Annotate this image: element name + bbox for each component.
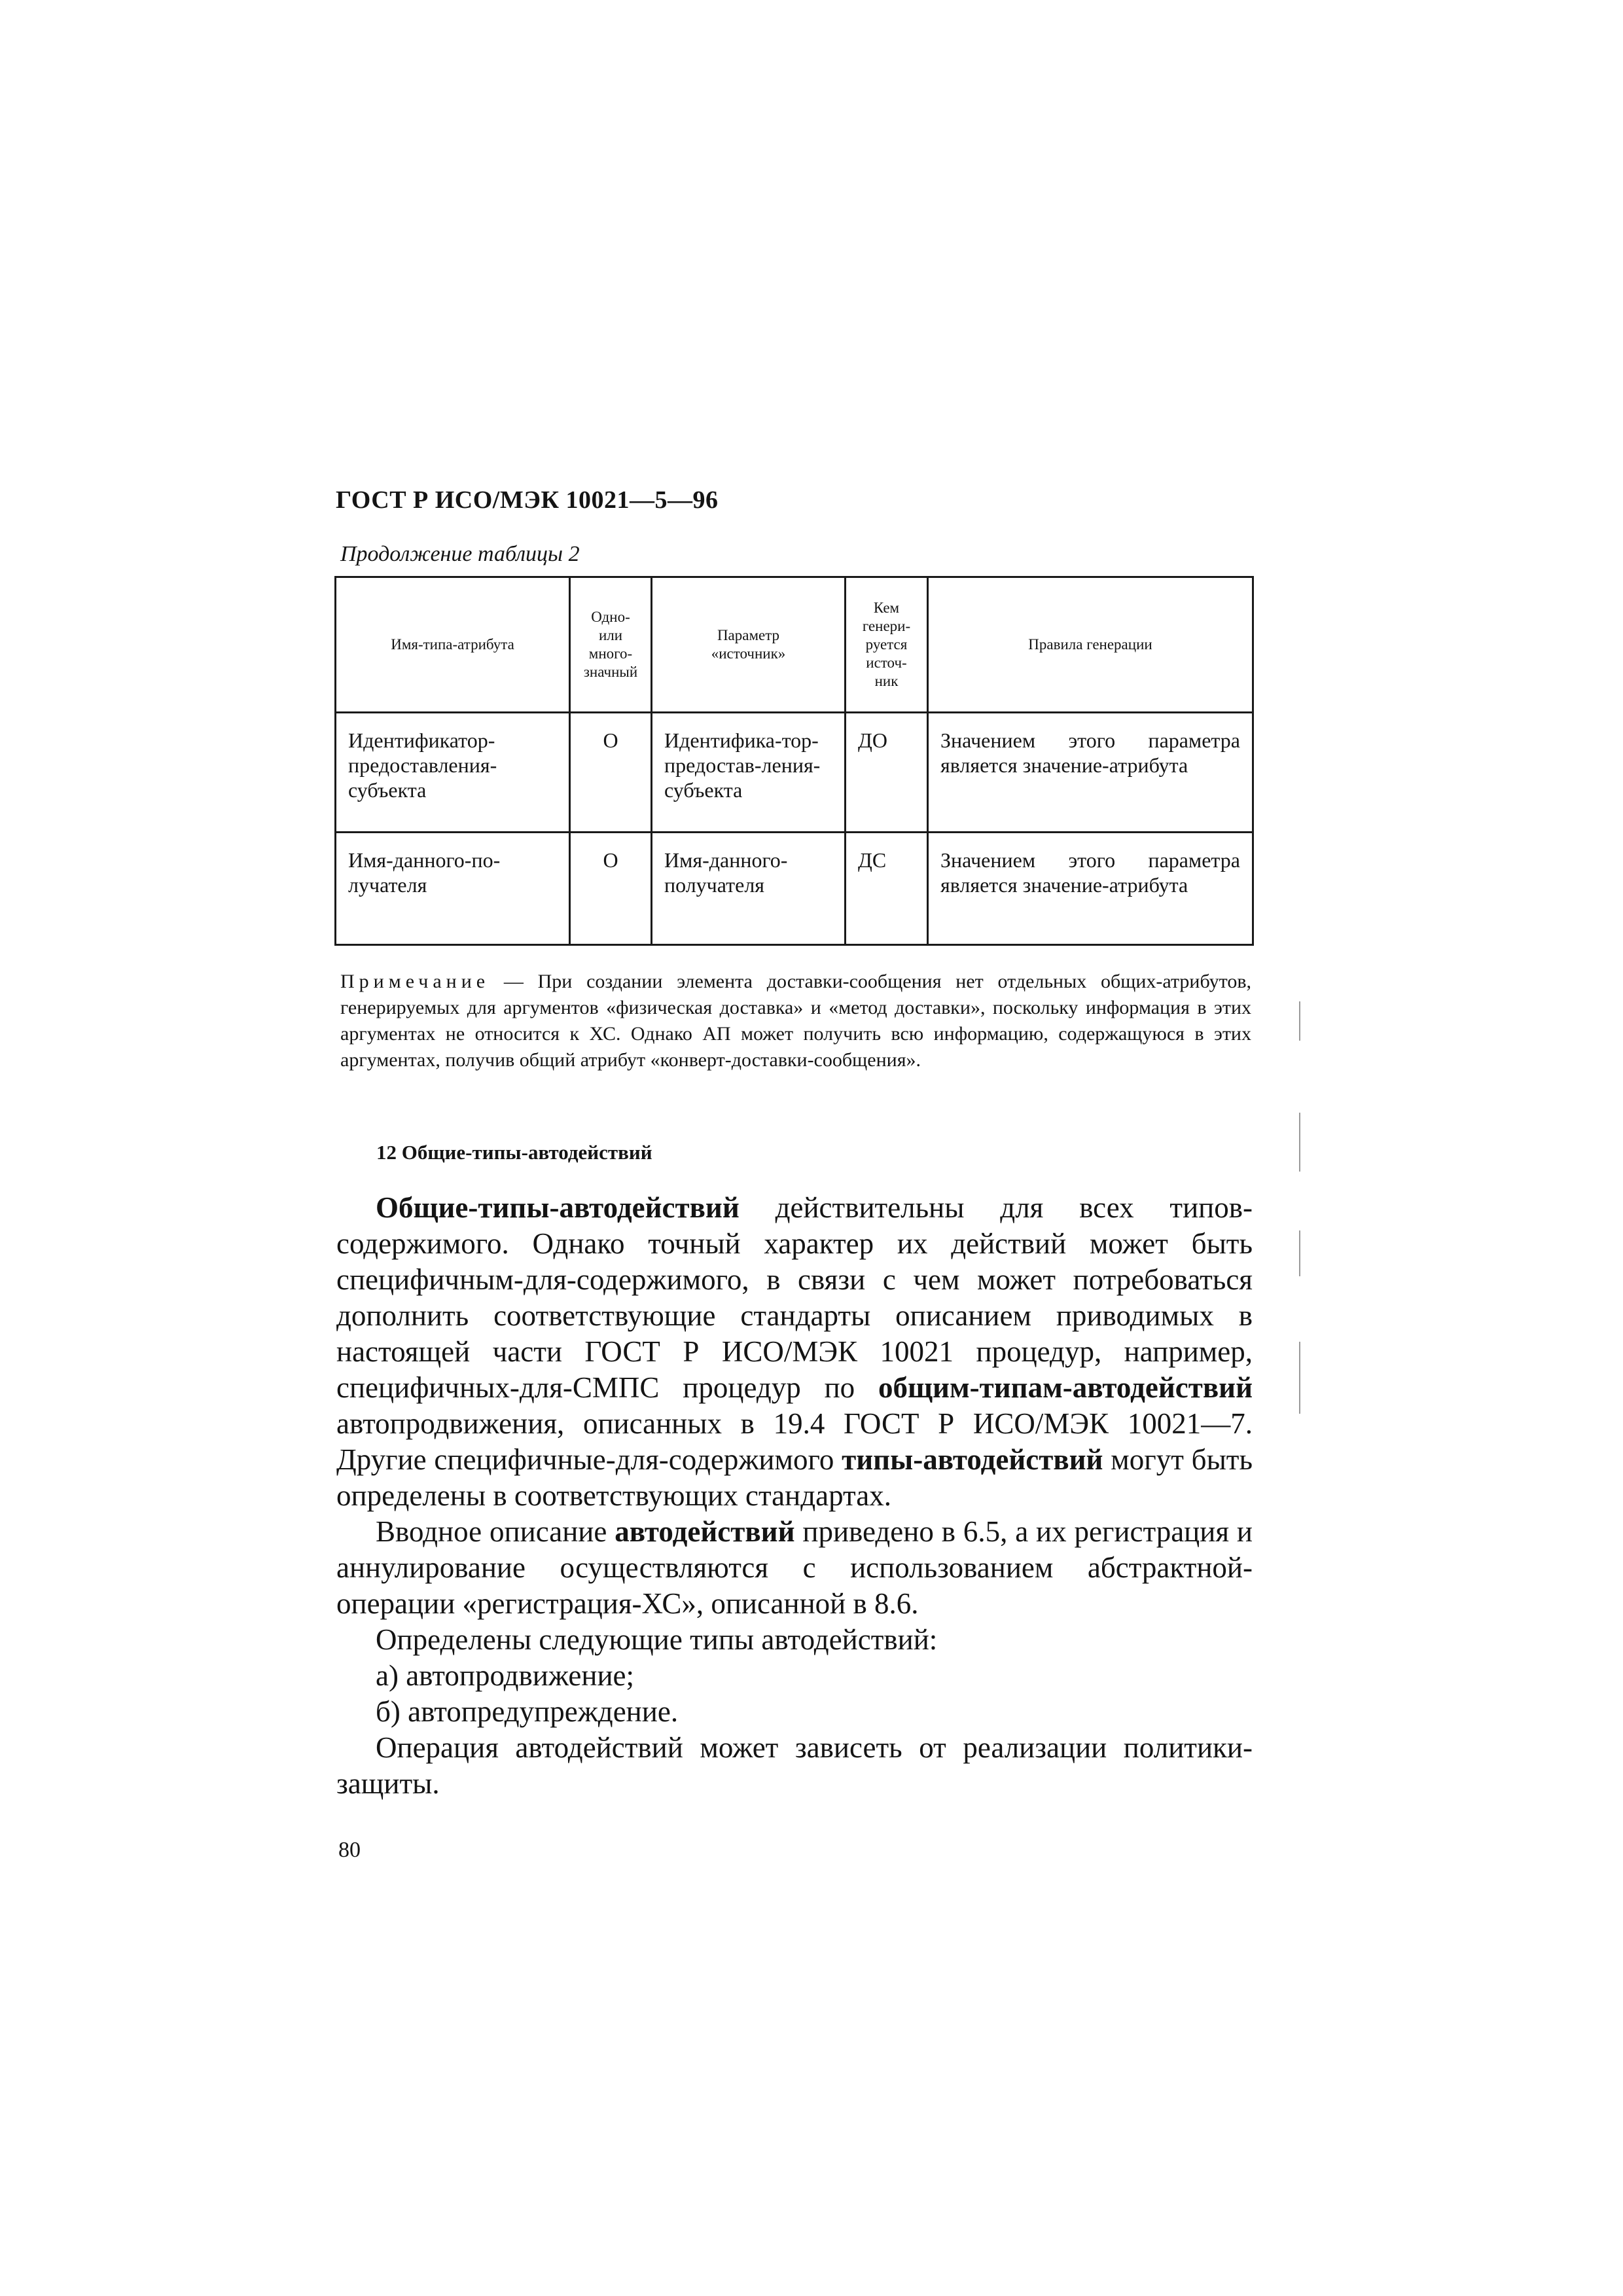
body-text	[336, 1190, 1253, 1802]
table-header-row	[336, 577, 1253, 713]
col-header-single-multi-valued: Одно- или много- значный	[570, 577, 652, 713]
cell-valued: О	[570, 713, 652, 833]
document-id: ГОСТ Р ИСО/МЭК 10021—5—96	[336, 486, 719, 514]
cell-generation-rule: Значением этого параметра является значение-атрибута	[928, 713, 1253, 833]
table-row	[336, 833, 1253, 945]
list-item: а) автопродвижение;	[376, 1659, 635, 1692]
table-caption: Продолжение таблицы 2	[340, 542, 580, 566]
paragraph: Вводное описание автодействий приведено в 6.5, а их регистрация и аннулирование осуществляются с использованием абстрактной-операции «регистрация-ХС», описанной в 8.6.	[336, 1515, 1253, 1620]
table-note	[340, 969, 1251, 1073]
cell-generated-by: ДС	[846, 833, 928, 945]
section-heading: 12 Общие-типы-автодействий	[376, 1141, 652, 1164]
cell-valued: О	[570, 833, 652, 945]
term: автодействий	[615, 1515, 795, 1548]
paragraph: Операция автодействий может зависеть от реализации политики-защиты.	[336, 1731, 1253, 1800]
scan-artifact	[1299, 1342, 1300, 1414]
cell-attribute-name: Имя-данного-по- лучателя	[336, 833, 570, 945]
col-header-generation-rules: Правила генерации	[928, 577, 1253, 713]
note-label: Примечание	[340, 971, 490, 992]
paragraph: Общие-типы-автодействий действительны для всех типов-содержимого. Однако точный характер их действий может быть специфичным-для-содержимого, в связи с чем может потребоваться дополнить соответствующие стандарты описанием приводимых в настоящей части ГОСТ Р ИСО/МЭК 10021 процедур, например, специфичных-для-СМПС процедур по общим-типам-автодействий автопродвижения, описанных в 19.4 ГОСТ Р ИСО/МЭК 10021—7. Другие специфичные-для-содержимого типы-автодействий могут быть определены в соответствующих стандартах.	[336, 1191, 1253, 1512]
scan-artifact	[1299, 1230, 1300, 1276]
col-header-source-parameter: Параметр «источник»	[652, 577, 846, 713]
attribute-table	[334, 576, 1254, 946]
page-number: 80	[338, 1838, 361, 1862]
cell-source: Имя-данного-получателя	[652, 833, 846, 945]
scan-artifact	[1299, 1001, 1300, 1041]
scan-artifact	[1299, 1113, 1300, 1172]
list-item: б) автопредупреждение.	[376, 1695, 679, 1728]
table-row	[336, 713, 1253, 833]
term: общим-типам-автодействий	[878, 1371, 1253, 1404]
term: типы-автодействий	[842, 1443, 1103, 1476]
cell-generation-rule: Значением этого параметра является значение-атрибута	[928, 833, 1253, 945]
col-header-attribute-type-name: Имя-типа-атрибута	[336, 577, 570, 713]
col-header-generated-by: Кем генери- руется источ- ник	[846, 577, 928, 713]
paragraph: Определены следующие типы автодействий:	[376, 1623, 938, 1656]
cell-generated-by: ДО	[846, 713, 928, 833]
term: Общие-типы-автодействий	[376, 1191, 740, 1224]
cell-source: Идентифика-тор-предостав-ления-субъекта	[652, 713, 846, 833]
cell-attribute-name: Идентификатор- предоставления- субъекта	[336, 713, 570, 833]
note-text: — При создании элемента доставки-сообщения нет отдельных общих-атрибутов, генерируемых для аргументов «физическая доставка» и «метод доставки», поскольку информация в этих аргументах не относится к ХС. Однако АП может получить всю информацию, содержащуюся в этих аргументах, получив общий атрибут «конверт-доставки-сообщения».	[340, 971, 1251, 1071]
